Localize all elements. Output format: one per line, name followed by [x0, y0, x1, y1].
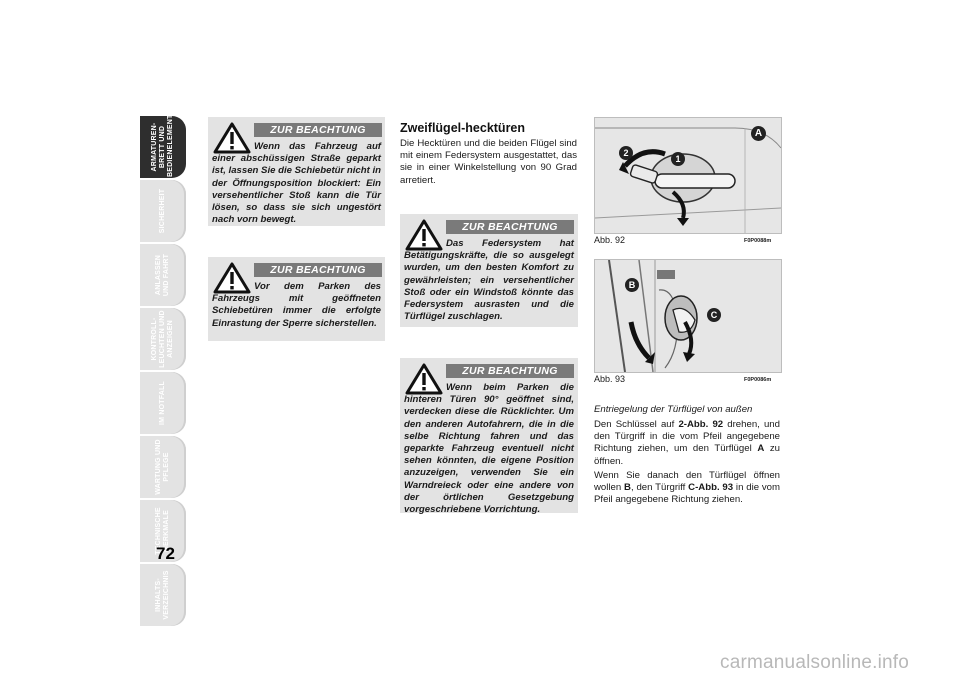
tab-wartung[interactable] [140, 436, 186, 498]
figure-92 [594, 117, 782, 234]
callout-2: 2 [619, 146, 633, 160]
text-run: drehen, und den Türgriff in die vom Pfeil angegebene Richtung ziehen, um den Türflügel [594, 419, 780, 455]
warning-box [400, 358, 578, 516]
tab-sicherheit[interactable] [140, 180, 186, 242]
text-run: Den Schlüssel auf [594, 419, 679, 430]
figure-reference: C-Abb. 93 [688, 482, 734, 494]
figure-reference: 2-Abb. 92 [678, 419, 724, 430]
warning-box [208, 257, 385, 341]
warning-title: ZUR BEACHTUNG [254, 123, 382, 137]
tab-anlassen[interactable] [140, 244, 186, 306]
text-run: , den Türgriff [630, 482, 689, 494]
tab-label: INHALTS- VERZEICHNIS [155, 570, 170, 620]
page-number: 72 [156, 544, 175, 563]
watermark: carmanualsonline.info [720, 652, 910, 673]
figure-code: F0P0088m [744, 238, 772, 244]
figure-caption: Abb. 93 [594, 374, 626, 384]
warning-title: ZUR BEACHTUNG [446, 364, 574, 378]
warning-box [400, 214, 578, 327]
section-heading: Zweiflügel-hecktüren [400, 121, 526, 135]
warning-text: Wenn das Fahrzeug auf einer abschüssigen Straße geparkt ist, lassen Sie die Schiebetür nicht in der Öffnungsposition blockiert: Ein versehentlicher Stoß kann die Tür lösen, so dass sie sich ungestört nach vorn bewegt. [212, 141, 382, 226]
tab-armaturenbrett[interactable] [140, 109, 186, 178]
warning-text: Das Federsystem hat Betätigungskräfte, die so ausgelegt wurden, um den besten Komfort zu gewährleisten; ein versehentlicher Stoß oder ein Windstoß könnte das Federsystem ausrasten und die Türflügel zuschlagen. [404, 238, 574, 323]
warning-title: ZUR BEACHTUNG [446, 220, 574, 234]
tab-label: WARTUNG UND PFLEGE [155, 439, 170, 495]
callout-1: 1 [671, 152, 685, 166]
tab-label: SICHERHEIT [159, 188, 166, 234]
unlock-paragraph-2 [594, 470, 780, 507]
tab-label: KONTROLL- LEUCHTEN UND ANZEIGEN [151, 310, 174, 368]
figure-code: F0P0086m [744, 377, 772, 383]
warning-text: Vor dem Parken des Fahrzeugs mit geöffneten Schiebetüren immer die erfolgte Einrastung der Sperre sicherstellen. [212, 281, 381, 329]
subheading: Entriegelung der Türflügel von außen [594, 404, 753, 415]
warning-text: Wenn beim Parken die hinteren Türen 90° geöffnet sind, verdecken diese die Rücklichter. Um den anderen Autofahrern, die in die selbe Richtung fahren und das geparkte Fahrzeug eventuell nicht sehen könnten, die eigene Position anzuzeigen, verwenden Sie ein Warndreieck oder eine andere von der örtlichen Gesetzgebung vorgeschriebene Vorrichtung. [404, 382, 574, 516]
tab-label: ANLASSEN UND FAHRT [155, 253, 170, 297]
tab-kontrollleuchten[interactable] [140, 308, 186, 370]
rear-door-illustration [595, 260, 781, 372]
figure-caption: Abb. 92 [594, 235, 626, 245]
callout-b: B [625, 278, 639, 292]
tab-im-notfall[interactable] [140, 372, 186, 434]
tab-inhaltsverzeichnis[interactable] [140, 564, 186, 626]
tab-label: ARMATUREN- BRETT UND BEDIENELEMENTE [151, 109, 174, 177]
part-reference: B [624, 482, 631, 494]
tab-label: IM NOTFALL [159, 381, 166, 425]
callout-a: A [751, 126, 766, 141]
figure-93 [594, 259, 782, 373]
tab-label: TECHNISCHE MERKMALE [155, 507, 170, 555]
callout-c: C [707, 308, 721, 322]
text-run: in die vom Pfeil angegebene Richtung ziehen. [594, 482, 780, 506]
warning-box [208, 117, 385, 226]
text-run: Wenn Sie danach den Türflügel öffnen wollen [594, 470, 780, 494]
section-intro: Die Hecktüren und die beiden Flügel sind mit einem Federsystem ausgestattet, das sie in einer Winkelstellung von 90 Grad arretiert. [400, 138, 577, 186]
text-run: zu öffnen. [594, 443, 780, 467]
unlock-paragraph-1 [594, 419, 780, 468]
warning-title: ZUR BEACHTUNG [254, 263, 382, 277]
part-reference: A [757, 443, 765, 455]
